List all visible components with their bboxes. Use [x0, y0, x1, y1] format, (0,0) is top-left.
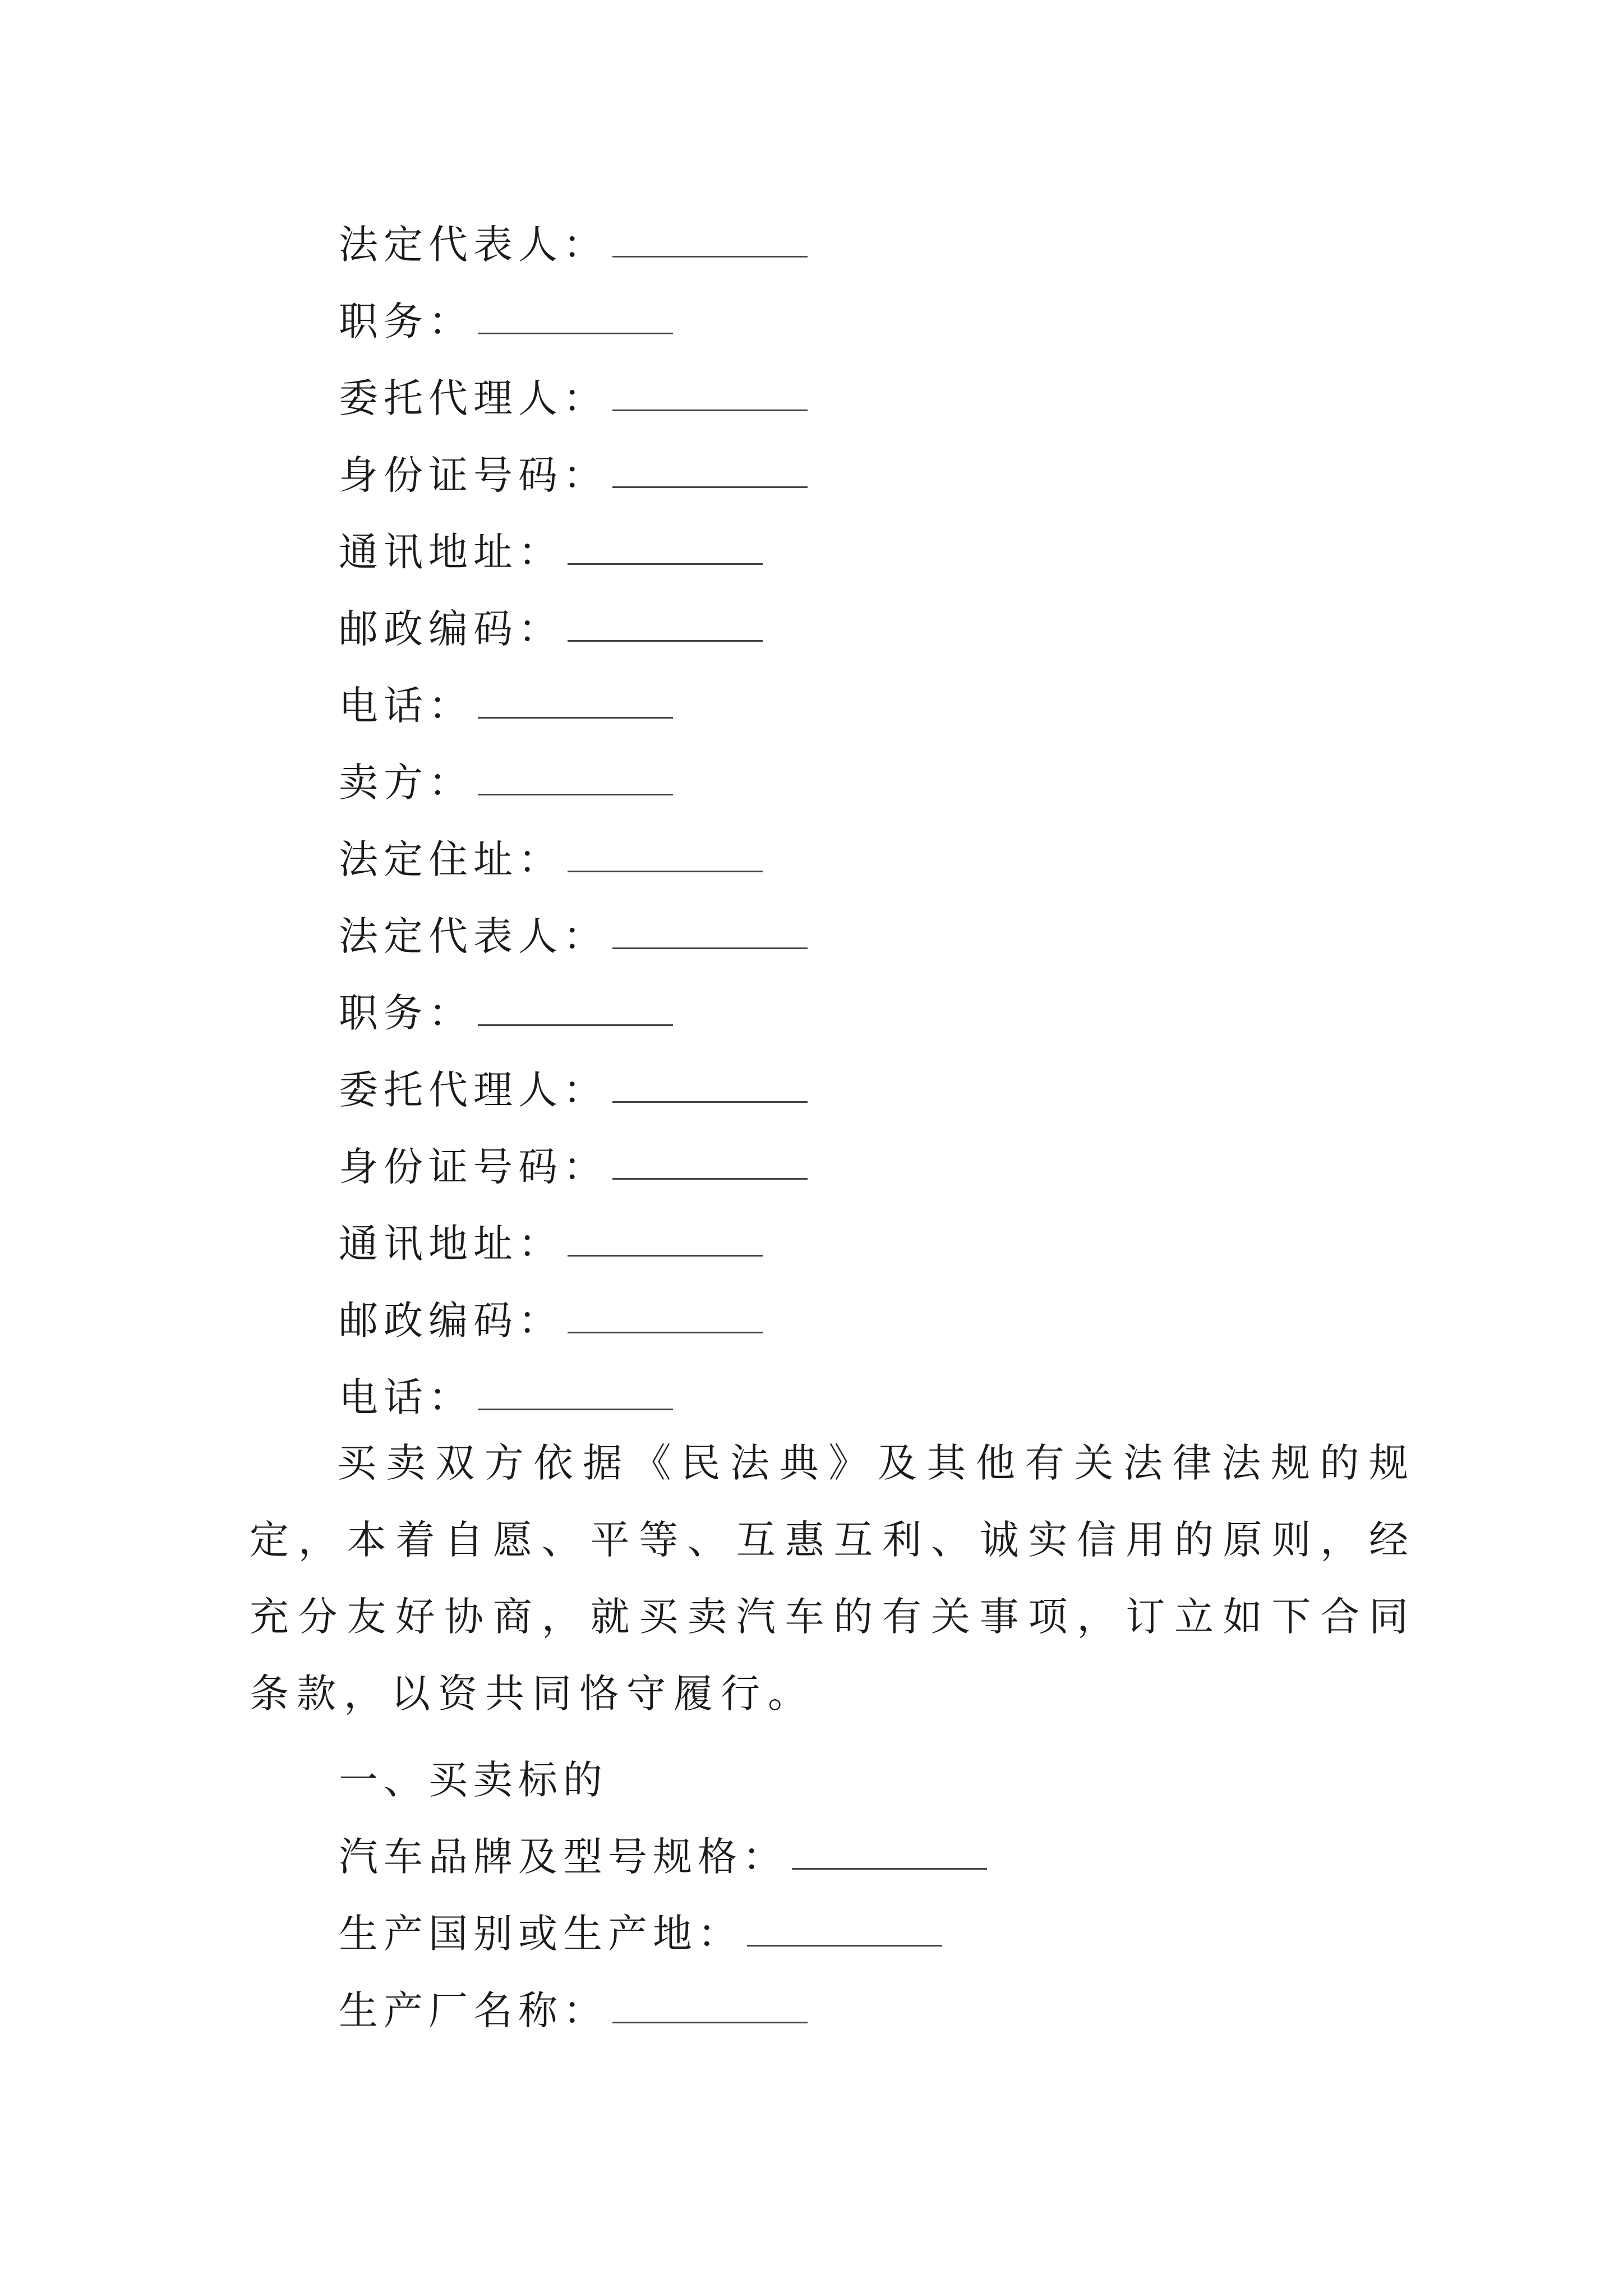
field-label: 生产厂名称：	[339, 1987, 608, 2033]
field-label: 电话：	[339, 682, 473, 729]
fill-in-blank[interactable]	[612, 1139, 808, 1180]
field-label: 委托代理人：	[339, 1066, 608, 1113]
field-label: 生产国别或生产地：	[339, 1910, 743, 1957]
field-label: 法定代表人：	[339, 221, 608, 268]
buyer-position-field	[339, 290, 673, 346]
field-label: 法定住址：	[339, 836, 563, 882]
fill-in-blank[interactable]	[612, 1982, 808, 2023]
preamble-paragraph: 买卖双方依据《民法典》及其他有关法律法规的规定，本着自愿、平等、互惠互利、诚实信用的原则，经充分友好协商，就买卖汽车的有关事项，订立如下合同条款，以资共同恪守履行。	[250, 1440, 1416, 1717]
fill-in-blank[interactable]	[568, 524, 763, 565]
buyer-postcode-field	[339, 597, 763, 654]
fill-in-blank[interactable]	[568, 601, 763, 642]
seller-legal-rep-field	[339, 905, 808, 961]
fill-in-blank[interactable]	[568, 1216, 763, 1257]
buyer-agent-field	[339, 367, 808, 423]
seller-id-number-field	[339, 1135, 808, 1191]
fill-in-blank[interactable]	[792, 1829, 987, 1870]
field-label: 邮政编码：	[339, 1297, 563, 1343]
fill-in-blank[interactable]	[612, 217, 808, 257]
seller-phone-field	[339, 1366, 673, 1422]
vehicle-origin-field	[339, 1902, 942, 1958]
buyer-address-field	[339, 521, 763, 577]
fill-in-blank[interactable]	[478, 1369, 673, 1410]
field-label: 法定代表人：	[339, 913, 608, 959]
fill-in-blank[interactable]	[478, 754, 673, 795]
seller-name-field	[339, 751, 673, 807]
fill-in-blank[interactable]	[612, 908, 808, 949]
field-label: 邮政编码：	[339, 605, 563, 652]
fill-in-blank[interactable]	[478, 678, 673, 719]
fill-in-blank[interactable]	[568, 831, 763, 872]
field-label: 卖方：	[339, 759, 473, 806]
fill-in-blank[interactable]	[747, 1906, 942, 1947]
buyer-legal-rep-field	[339, 213, 808, 269]
seller-postcode-field	[339, 1289, 763, 1345]
vehicle-brand-model-field	[339, 1825, 987, 1881]
field-label: 委托代理人：	[339, 375, 608, 421]
field-label: 通讯地址：	[339, 528, 563, 575]
seller-position-field	[339, 982, 673, 1038]
fill-in-blank[interactable]	[612, 370, 808, 411]
field-label: 汽车品牌及型号规格：	[339, 1833, 787, 1880]
field-label: 身份证号码：	[339, 452, 608, 498]
field-label: 职务：	[339, 298, 473, 344]
fill-in-blank[interactable]	[478, 985, 673, 1026]
buyer-id-number-field	[339, 444, 808, 500]
fill-in-blank[interactable]	[612, 447, 808, 488]
section-heading: 一、买卖标的	[339, 1756, 608, 1803]
fill-in-blank[interactable]	[612, 1062, 808, 1103]
field-label: 身份证号码：	[339, 1143, 608, 1190]
buyer-phone-field	[339, 674, 673, 730]
seller-mail-address-field	[339, 1212, 763, 1268]
field-label: 电话：	[339, 1374, 473, 1420]
field-label: 通讯地址：	[339, 1220, 563, 1267]
seller-address-field	[339, 828, 763, 884]
seller-agent-field	[339, 1059, 808, 1115]
field-label: 职务：	[339, 990, 473, 1036]
fill-in-blank[interactable]	[478, 293, 673, 334]
vehicle-manufacturer-field	[339, 1979, 808, 2035]
fill-in-blank[interactable]	[568, 1292, 763, 1333]
